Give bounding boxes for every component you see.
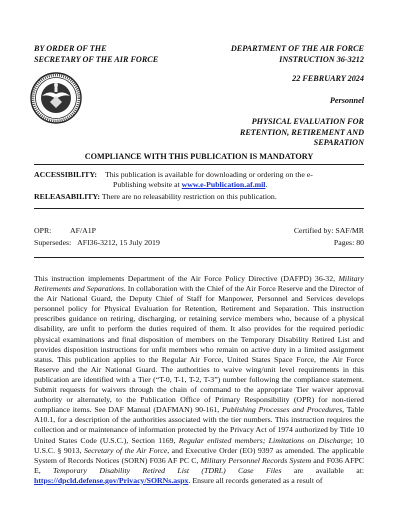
order-line-2: SECRETARY OF THE AIR FORCE	[34, 54, 159, 64]
air-force-seal-icon	[30, 72, 82, 124]
compliance-statement: COMPLIANCE WITH THIS PUBLICATION IS MANDATORY	[84, 152, 314, 161]
body-text-8: . Ensure all records generated as a result of	[188, 475, 323, 485]
publication-subject	[174, 117, 364, 149]
page-count: Pages: 80	[333, 238, 364, 247]
body-text-7: are available at:	[281, 465, 364, 475]
supersedes-value: AFI36-3212, 15 July 2019	[77, 238, 160, 247]
subject-line-3: SEPARATION	[313, 138, 364, 147]
accessibility-label: ACCESSIBILITY:	[34, 170, 97, 179]
body-text-4: ; 10 U.S.C. § 9013,	[34, 435, 365, 455]
releasability-statement	[34, 192, 364, 202]
certification-block	[294, 225, 364, 249]
subject-line-1: PHYSICAL EVALUATION FOR	[251, 117, 364, 126]
opr-value: AF/A1P	[70, 226, 96, 235]
body-italic-1: Military Retirements and Separations	[34, 274, 364, 294]
body-text-6: and F036 AFPC E,	[34, 455, 364, 475]
body-text-1: This instruction implements Department of the Air Force Policy Directive (DAFPD) 36-32,	[34, 274, 336, 283]
divider	[34, 257, 364, 258]
divider	[34, 164, 364, 165]
sorn-link[interactable]: https://dpcld.defense.gov/Privacy/SORNs.aspx	[34, 475, 189, 485]
accessibility-text-1: This publication is available for downloading or ordering on the e-	[104, 170, 313, 179]
accessibility-statement	[34, 170, 364, 190]
department-line: DEPARTMENT OF THE AIR FORCE	[230, 44, 364, 53]
body-text-5: , and Executive Order (EO) 9397 as amended. The applicable System of Records Notices (SORN) F036 AF PC C,	[34, 445, 365, 465]
publication-category: Personnel	[329, 95, 364, 105]
releasability-label: RELEASABILITY:	[34, 192, 101, 201]
accessibility-text-2: Publishing website at	[113, 180, 182, 189]
accessibility-text-end: .	[265, 180, 268, 189]
body-text-2: . In collaboration with the Chief of the Air Force Reserve and the Director of the Air National Guard, the Deputy Chief of Staff for Manpower, Personnel and Services develops personnel policy for Physical Evaluation for Retention, Retirement and Separation. This instruction prescribes guidance on retiring, discharging, or retaining service members who, because of a physical disability, are unfit to perform the duties required of them. It also provides for the required periodic physical examinations and final disposition of members on the Temporary Disability Retired List and provides disposition instructions for unfit members who remain on active duty in a limited assignment status. This publication applies to the Regular Air Force, United States Space Force, the Air Force Reserve and the Air National Guard. The authorities to waive wing/unit level requirements in this publication are identified with a Tier (“T-0, T-1, T-2, T-3”) number following the compliance statement. Submit requests for waivers through the chain of command to the appropriate Tier waiver approval authority or alternately, to the Publication Office of Primary Responsibility (OPR) for non-tiered compliance items. See DAF Manual (DAFMAN) 90-161,	[34, 284, 364, 415]
body-italic-2: Publishing Processes and Procedures	[222, 405, 343, 415]
opr-block	[34, 225, 160, 249]
body-italic-4: Secretary of the Air Force	[83, 445, 168, 455]
body-text-3: , Table A10.1, for a description of the authorities associated with the tier numbers. This instruction requires the collection and or maintenance of information protected by the Privacy Act of 1974 authorized by Title 10 United States Code (U.S.C.), Section 1169,	[34, 405, 364, 445]
releasability-text: There are no releasability restriction on this publication.	[101, 192, 277, 201]
order-line-1: BY ORDER OF THE	[34, 44, 107, 53]
body-italic-5: Military Personnel Records System	[200, 455, 312, 465]
e-publishing-link[interactable]: www.e-Publication.af.mil	[181, 180, 266, 189]
instruction-number: INSTRUCTION 36-3212	[279, 54, 364, 64]
certified-by: Certified by: SAF/MR	[293, 226, 364, 235]
divider	[34, 208, 364, 209]
purpose-paragraph	[34, 274, 364, 486]
subject-line-2: RETENTION, RETIREMENT AND	[239, 127, 364, 137]
body-italic-6: Temporary Disability Retired List (TDRL) Case Files	[53, 465, 282, 475]
publication-date: 22 FEBRUARY 2024	[292, 74, 364, 83]
supersedes-label: Supersedes:	[34, 238, 72, 247]
publication-block	[174, 44, 364, 149]
opr-label: OPR:	[34, 226, 52, 235]
body-italic-3: Regular enlisted members; Limitations on Discharge	[178, 435, 351, 445]
